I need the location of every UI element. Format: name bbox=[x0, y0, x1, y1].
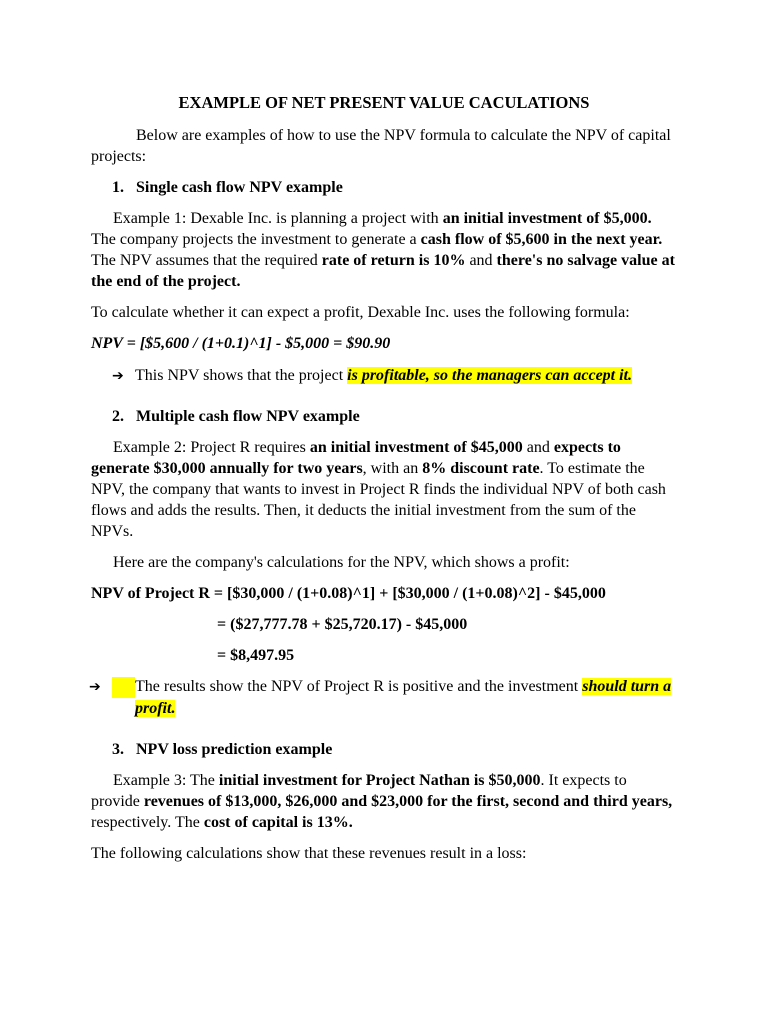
example-3-formula-intro: The following calculations show that these revenues result in a loss: bbox=[91, 845, 527, 862]
example-1-bold-4: there's no salvage value at the end of the project. bbox=[91, 252, 675, 290]
example-3-bold-2: revenues of $13,000, $26,000 and $23,000 for the first, second and third years, bbox=[143, 793, 673, 810]
intro-paragraph: Below are examples of how to use the NPV formula to calculate the NPV of capital projects: bbox=[91, 127, 671, 165]
example-3-paragraph bbox=[91, 770, 679, 833]
example-1-bold-3: rate of return is 10% bbox=[321, 252, 466, 269]
example-1-conclusion-highlight: is profitable, so the managers can accept it. bbox=[347, 367, 633, 384]
example-1-bold-1: an initial investment of $5,000. bbox=[442, 210, 652, 227]
section-1-title: Single cash flow NPV example bbox=[136, 179, 343, 196]
example-3-text-2: . It expects to provide bbox=[91, 772, 627, 810]
example-1-conclusion bbox=[112, 365, 672, 387]
example-1-formula-intro: To calculate whether it can expect a profit, Dexable Inc. uses the following formula: bbox=[91, 304, 630, 321]
section-2-number: 2. bbox=[112, 408, 124, 425]
example-2-text-1: Example 2: Project R requires bbox=[113, 439, 310, 456]
example-1-formula: NPV = [$5,600 / (1+0.1)^1] - $5,000 = $90.90 bbox=[91, 335, 391, 352]
example-2-formula-intro: Here are the company's calculations for the NPV, which shows a profit: bbox=[113, 554, 570, 571]
example-2-text-3: , with an bbox=[362, 460, 423, 477]
example-3-bold-3: cost of capital is 13%. bbox=[203, 814, 353, 831]
example-2-formula-line-2: = ($27,777.78 + $25,720.17) - $45,000 bbox=[217, 616, 468, 633]
example-2-formula-line-3: = $8,497.95 bbox=[217, 647, 295, 664]
section-2-title: Multiple cash flow NPV example bbox=[136, 408, 360, 425]
example-2-bold-2: expects to generate $30,000 annually for two years bbox=[91, 439, 621, 477]
right-arrow-icon: ➔ bbox=[112, 368, 124, 384]
example-2-formula-line-1: NPV of Project R = [$30,000 / (1+0.08)^1] + [$30,000 / (1+0.08)^2] - $45,000 bbox=[91, 585, 606, 602]
example-1-text-3: The NPV assumes that the required bbox=[91, 252, 322, 269]
example-2-conclusion-highlight: should turn a profit. bbox=[135, 678, 672, 717]
example-3-text-3: respectively. The bbox=[91, 814, 204, 831]
example-2-conclusion-text: The results show the NPV of Project R is positive and the investment bbox=[135, 678, 583, 695]
example-1-text-2: The company projects the investment to generate a bbox=[91, 231, 421, 248]
example-1-bold-2: cash flow of $5,600 in the next year. bbox=[420, 231, 663, 248]
example-1-text-1: Example 1: Dexable Inc. is planning a project with bbox=[113, 210, 443, 227]
section-2-heading bbox=[112, 406, 360, 427]
section-1-heading bbox=[112, 177, 343, 198]
document-title: EXAMPLE OF NET PRESENT VALUE CACULATIONS bbox=[178, 93, 590, 112]
section-3-title: NPV loss prediction example bbox=[136, 741, 333, 758]
example-2-text-4: . To estimate the NPV, the company that wants to invest in Project R finds the individual NPV of both cash flows and adds the results. Then, it deducts the initial investment from the sum of the NPVs. bbox=[91, 460, 666, 540]
example-3-bold-1: initial investment for Project Nathan is $50,000 bbox=[218, 772, 541, 789]
example-1-text-4: and bbox=[465, 252, 497, 269]
example-3-text-1: Example 3: The bbox=[113, 772, 219, 789]
right-arrow-icon: ➔ bbox=[112, 677, 135, 698]
example-2-bold-1: an initial investment of $45,000 bbox=[309, 439, 523, 456]
example-2-bold-3: 8% discount rate bbox=[422, 460, 540, 477]
example-2-paragraph bbox=[91, 437, 679, 542]
section-1-number: 1. bbox=[112, 179, 124, 196]
example-2-conclusion bbox=[89, 676, 672, 719]
section-3-number: 3. bbox=[112, 741, 124, 758]
example-2-text-2: and bbox=[522, 439, 554, 456]
example-1-paragraph bbox=[91, 208, 679, 292]
example-1-conclusion-text: This NPV shows that the project bbox=[135, 367, 348, 384]
section-3-heading bbox=[112, 739, 332, 760]
